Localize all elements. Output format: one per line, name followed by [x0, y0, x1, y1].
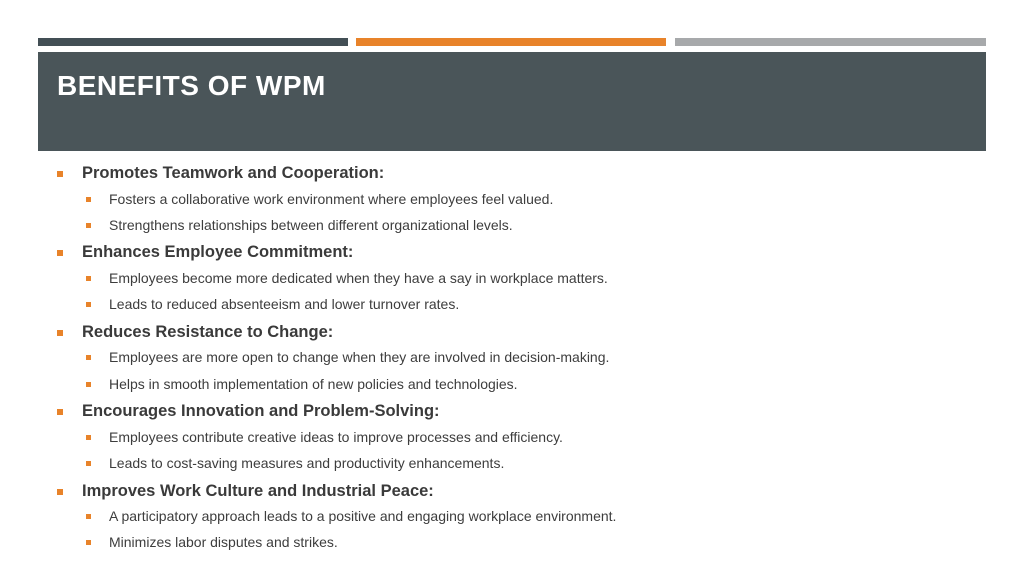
- square-bullet-icon: [86, 355, 91, 360]
- benefit-heading: Enhances Employee Commitment:: [0, 243, 353, 262]
- title-band: [38, 52, 986, 151]
- benefit-heading: Promotes Teamwork and Cooperation:: [0, 164, 384, 183]
- benefit-point: Employees are more open to change when they are involved in decision-making.: [0, 349, 609, 365]
- benefit-point: Employees contribute creative ideas to improve processes and efficiency.: [0, 429, 563, 445]
- benefit-point: Leads to reduced absenteeism and lower turnover rates.: [0, 296, 459, 312]
- accent-bar-orange: [356, 38, 666, 46]
- square-bullet-icon: [86, 435, 91, 440]
- benefit-point: Helps in smooth implementation of new policies and technologies.: [0, 376, 518, 392]
- accent-bar-gray: [675, 38, 986, 46]
- benefit-point: Strengthens relationships between different organizational levels.: [0, 217, 513, 233]
- square-bullet-icon: [86, 223, 91, 228]
- square-bullet-icon: [86, 540, 91, 545]
- square-bullet-icon: [57, 409, 63, 415]
- square-bullet-icon: [86, 302, 91, 307]
- benefit-point: A participatory approach leads to a positive and engaging workplace environment.: [0, 508, 616, 524]
- square-bullet-icon: [86, 382, 91, 387]
- benefit-heading: Improves Work Culture and Industrial Peace:: [0, 482, 434, 501]
- slide-title: BENEFITS OF WPM: [57, 70, 326, 101]
- square-bullet-icon: [57, 330, 63, 336]
- benefit-heading: Encourages Innovation and Problem-Solving:: [0, 402, 440, 421]
- square-bullet-icon: [86, 514, 91, 519]
- square-bullet-icon: [86, 461, 91, 466]
- square-bullet-icon: [57, 171, 63, 177]
- square-bullet-icon: [86, 197, 91, 202]
- square-bullet-icon: [86, 276, 91, 281]
- square-bullet-icon: [57, 250, 63, 256]
- square-bullet-icon: [57, 489, 63, 495]
- benefit-point: Fosters a collaborative work environment where employees feel valued.: [0, 191, 553, 207]
- benefit-point: Minimizes labor disputes and strikes.: [0, 534, 338, 550]
- accent-bar-dark: [38, 38, 348, 46]
- benefit-point: Leads to cost-saving measures and productivity enhancements.: [0, 455, 504, 471]
- benefit-heading: Reduces Resistance to Change:: [0, 323, 333, 342]
- benefit-point: Employees become more dedicated when they have a say in workplace matters.: [0, 270, 608, 286]
